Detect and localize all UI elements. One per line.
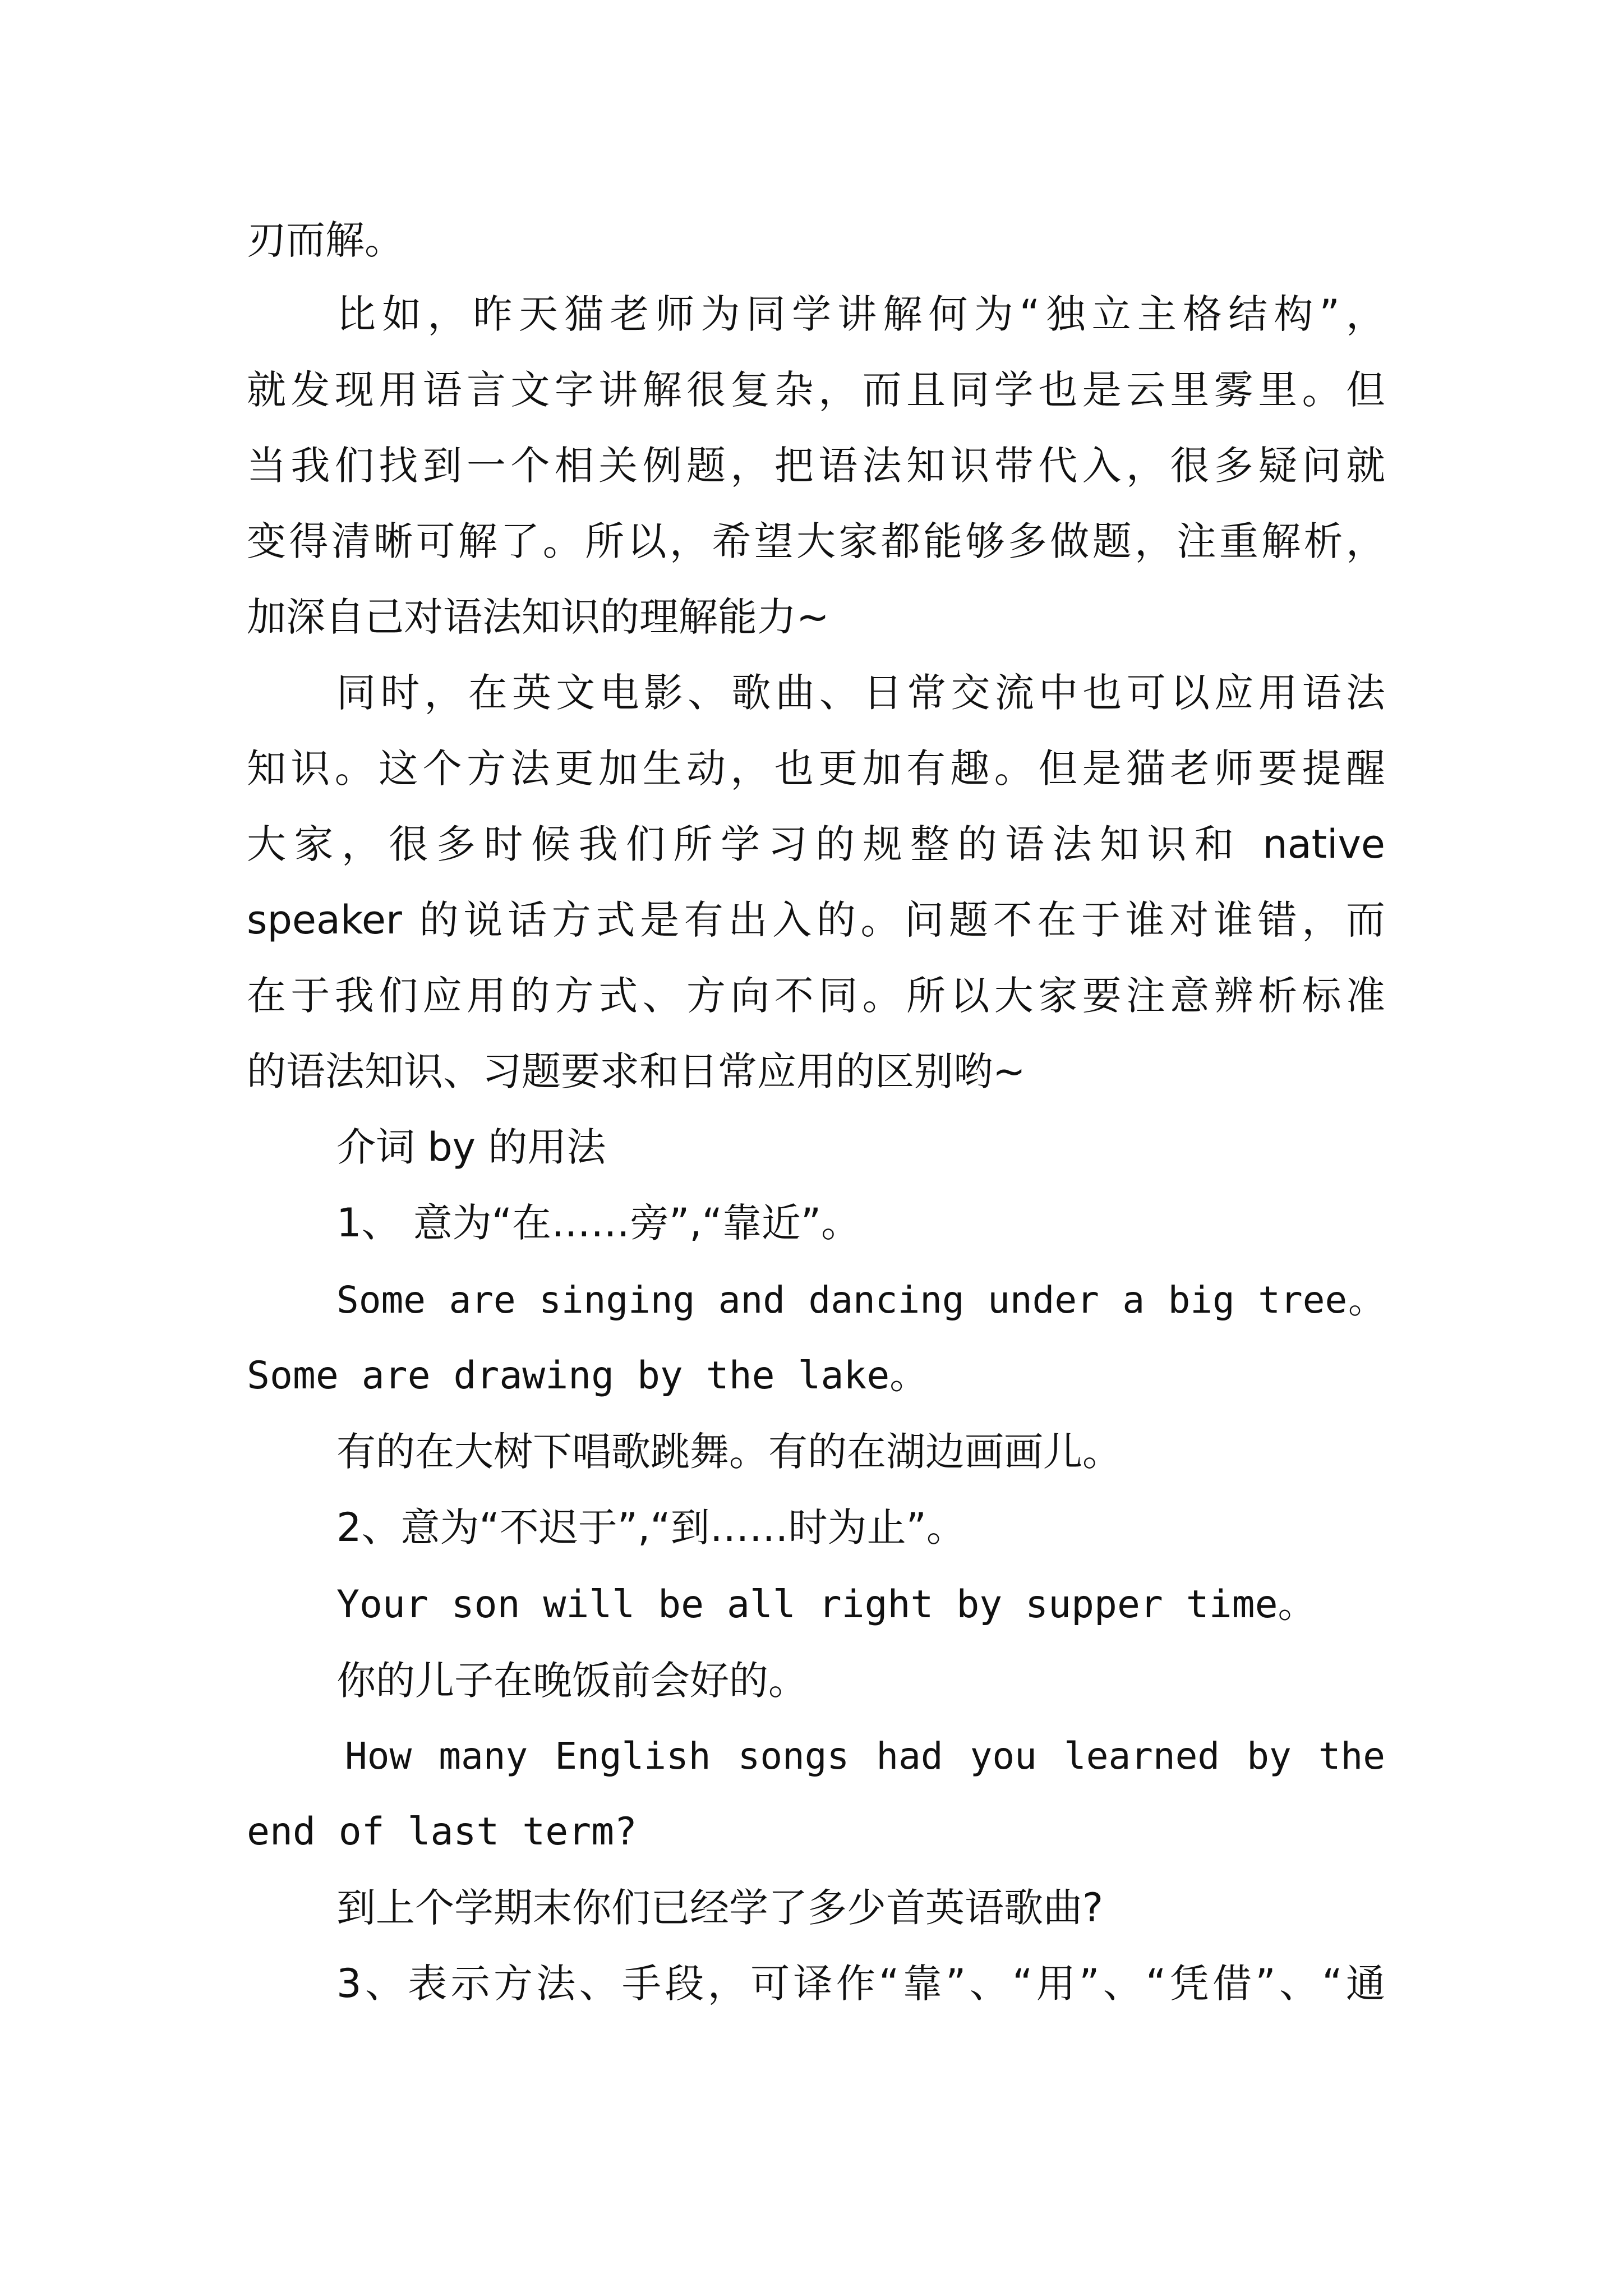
item-heading: 1、 意为“在……旁”,“靠近”。 (336, 1200, 861, 1246)
text-line: 就发现用语言文字讲解很复杂，而且同学也是云里雾里。但 (247, 367, 1385, 413)
example-english: end of last term? (247, 1810, 637, 1854)
section-title: 介词 by 的用法 (336, 1124, 606, 1170)
text-line: 加深自己对语法知识的理解能力~ (247, 594, 829, 640)
text-line: 大家，很多时候我们所学习的规整的语法知识和 native (247, 821, 1385, 867)
text-line: 比如，昨天猫老师为同学讲解何为“独立主格结构”， (336, 291, 1385, 337)
text-line: 知识。这个方法更加生动，也更加有趣。但是猫老师要提醒 (247, 746, 1385, 792)
example-english: How many English songs had you learned by the (345, 1734, 1385, 1778)
example-translation: 有的在大树下唱歌跳舞。有的在湖边画画儿。 (336, 1429, 1122, 1475)
text-line: 的语法知识、习题要求和日常应用的区别哟~ (247, 1048, 1026, 1094)
text-line: 刃而解。 (247, 217, 404, 263)
item-heading: 2、意为“不迟于”,“到……时为止”。 (336, 1504, 966, 1550)
text-line: 变得清晰可解了。所以，希望大家都能够多做题，注重解析， (247, 518, 1385, 564)
text-line: 当我们找到一个相关例题，把语法知识带代入，很多疑问就 (247, 443, 1385, 489)
text-line: speaker 的说话方式是有出入的。问题不在于谁对谁错，而 (247, 897, 1385, 943)
example-translation: 到上个学期末你们已经学了多少首英语歌曲? (336, 1885, 1104, 1931)
text-line: 同时，在英文电影、歌曲、日常交流中也可以应用语法 (336, 670, 1385, 716)
example-english: Some are singing and dancing under a big tree。 (336, 1278, 1385, 1322)
example-english: Your son will be all right by supper time。 (336, 1582, 1316, 1627)
example-english: Some are drawing by the lake。 (247, 1354, 928, 1398)
item-heading: 3、表示方法、手段，可译作“靠”、“用”、“凭借”、“通 (336, 1961, 1385, 2007)
text-line: 在于我们应用的方式、方向不同。所以大家要注意辨析标准 (247, 973, 1385, 1019)
example-translation: 你的儿子在晚饭前会好的。 (336, 1658, 808, 1704)
